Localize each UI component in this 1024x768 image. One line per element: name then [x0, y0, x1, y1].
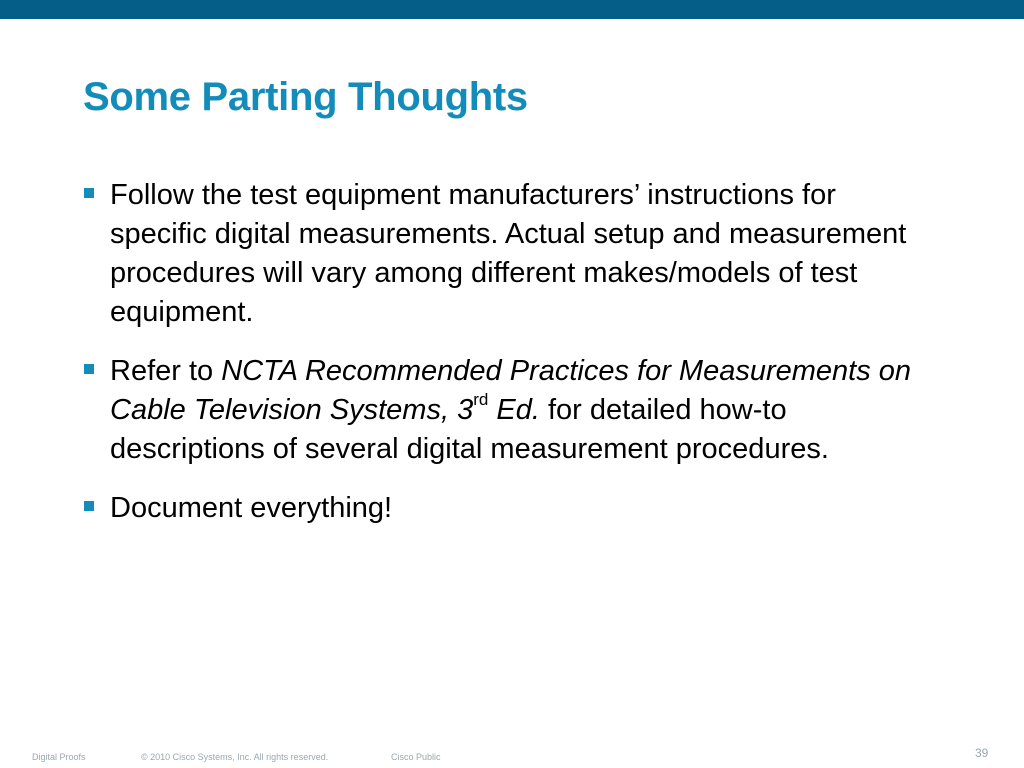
slide-footer — [0, 746, 1024, 766]
bullet-text: Document everything! — [110, 492, 393, 524]
footer-copyright: © 2010 Cisco Systems, Inc. All rights reserved. — [141, 752, 329, 762]
slide-title: Some Parting Thoughts — [83, 75, 528, 119]
footer-classification: Cisco Public — [391, 752, 441, 762]
bullet-text: Follow the test equipment manufacturers’ instructions for specific digital measurements. Actual setup and measurement procedures will vary among different makes/models of test equipment. — [110, 179, 907, 328]
bullet-text-suffix: for detailed how-to descriptions of several digital measurement procedures. — [110, 394, 829, 465]
square-bullet-icon — [84, 501, 94, 511]
publication-title: NCTA Recommended Practices for Measurements on Cable Television Systems, 3 — [110, 355, 912, 426]
bullet-text-prefix: Refer to — [110, 355, 222, 387]
bullet-item-ncta-reference — [83, 352, 933, 469]
edition-suffix: Ed. — [488, 394, 540, 426]
bullet-item-document — [83, 489, 933, 528]
page-number: 39 — [975, 746, 989, 760]
bullet-item-equipment — [83, 176, 933, 332]
square-bullet-icon — [84, 364, 94, 374]
square-bullet-icon — [84, 188, 94, 198]
bullet-list — [83, 176, 933, 548]
footer-section-label: Digital Proofs — [32, 752, 86, 762]
top-accent-bar — [0, 0, 1024, 19]
edition-superscript: rd — [473, 390, 489, 410]
